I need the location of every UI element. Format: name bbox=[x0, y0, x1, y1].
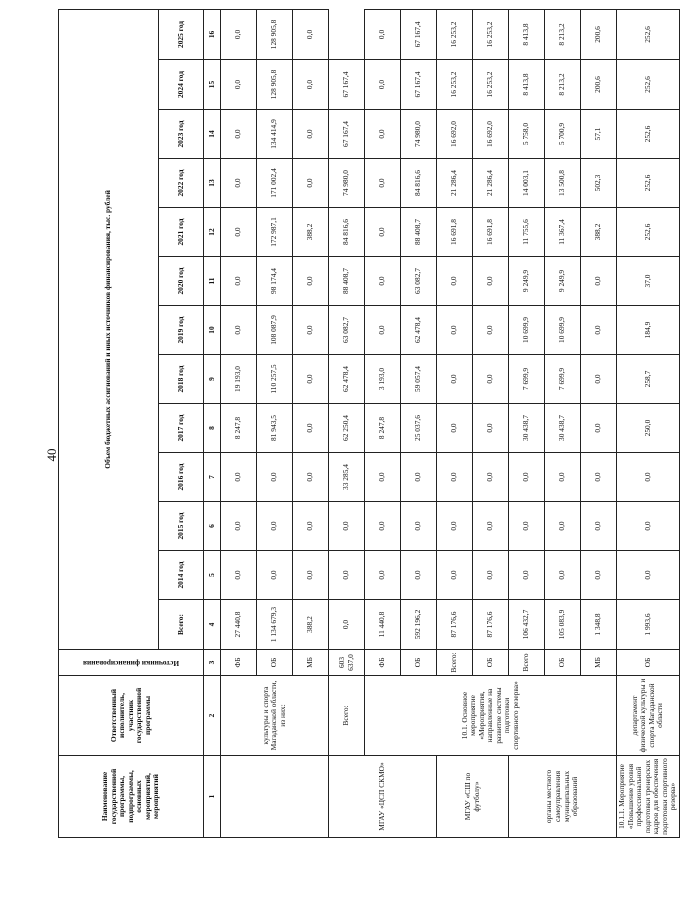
row-total: 11 440,8 bbox=[365, 600, 401, 650]
row-total: 603 637,0 bbox=[329, 650, 365, 676]
row-value: 67 167,4 bbox=[401, 9, 437, 59]
row-name bbox=[221, 756, 329, 838]
row-value: 37,0 bbox=[617, 257, 680, 306]
row-value: 250,0 bbox=[617, 404, 680, 453]
row-value: 67 167,4 bbox=[329, 110, 365, 159]
row-value: 98 174,4 bbox=[257, 257, 293, 306]
row-value: 200,6 bbox=[581, 9, 617, 59]
row-total: 106 432,7 bbox=[509, 600, 545, 650]
row-value: 0,0 bbox=[473, 502, 509, 551]
row-value: 0,0 bbox=[509, 453, 545, 502]
row-value: 0,0 bbox=[617, 453, 680, 502]
column-number: 16 bbox=[204, 9, 221, 59]
row-value: 8 213,2 bbox=[545, 60, 581, 110]
row-total: 87 176,6 bbox=[473, 600, 509, 650]
row-value: 0,0 bbox=[581, 355, 617, 404]
row-executor: культуры и спорта Магаданской области, из них: bbox=[221, 676, 329, 756]
row-value: 0,0 bbox=[437, 404, 473, 453]
column-number: 2 bbox=[204, 676, 221, 756]
row-total: 27 440,8 bbox=[221, 600, 257, 650]
row-value: 62 478,4 bbox=[401, 306, 437, 355]
header-year: 2023 год bbox=[159, 110, 204, 159]
row-source: ОБ bbox=[401, 650, 437, 676]
row-value: 62 250,4 bbox=[329, 404, 365, 453]
row-value: 16 253,2 bbox=[437, 9, 473, 59]
column-number: 12 bbox=[204, 208, 221, 257]
column-number: 6 bbox=[204, 502, 221, 551]
row-source: ОБ bbox=[617, 650, 680, 676]
row-value: 128 905,8 bbox=[257, 9, 293, 59]
row-value: 0,0 bbox=[257, 551, 293, 600]
row-value: 0,0 bbox=[221, 208, 257, 257]
row-value: 3 193,0 bbox=[365, 355, 401, 404]
column-number: 11 bbox=[204, 257, 221, 306]
row-value: 74 980,0 bbox=[329, 159, 365, 208]
row-value: 8 247,8 bbox=[365, 404, 401, 453]
header-executor: Ответственный исполнитель, участник государственной программы bbox=[59, 676, 204, 756]
row-value: 0,0 bbox=[329, 551, 365, 600]
row-value: 0,0 bbox=[221, 9, 257, 59]
row-value: 0,0 bbox=[437, 257, 473, 306]
row-value: 16 691,8 bbox=[437, 208, 473, 257]
header-year: 2022 год bbox=[159, 159, 204, 208]
row-value: 0,0 bbox=[221, 453, 257, 502]
row-value: 81 943,5 bbox=[257, 404, 293, 453]
row-value: 0,0 bbox=[437, 355, 473, 404]
table-row bbox=[329, 9, 365, 837]
row-value: 388,2 bbox=[293, 208, 329, 257]
row-total: 1 993,6 bbox=[617, 600, 680, 650]
column-number: 3 bbox=[204, 650, 221, 676]
row-value: 0,0 bbox=[293, 159, 329, 208]
row-value: 0,0 bbox=[257, 502, 293, 551]
row-value: 84 816,6 bbox=[401, 159, 437, 208]
row-value: 21 286,4 bbox=[473, 159, 509, 208]
row-total: 388,2 bbox=[293, 600, 329, 650]
row-value: 108 087,9 bbox=[257, 306, 293, 355]
row-value: 0,0 bbox=[365, 257, 401, 306]
header-name: Наименование государственной программы, подпрограммы, основных мероприятий, мероприятий bbox=[59, 756, 204, 838]
row-value: 252,6 bbox=[617, 60, 680, 110]
header-year: 2015 год bbox=[159, 502, 204, 551]
row-value: 30 438,7 bbox=[509, 404, 545, 453]
row-value: 74 980,0 bbox=[401, 110, 437, 159]
row-value: 0,0 bbox=[473, 551, 509, 600]
row-value: 252,6 bbox=[617, 159, 680, 208]
row-value: 0,0 bbox=[581, 453, 617, 502]
row-value: 0,0 bbox=[617, 502, 680, 551]
row-value: 7 699,9 bbox=[509, 355, 545, 404]
row-value: 0,0 bbox=[329, 600, 365, 650]
row-source: ОБ bbox=[257, 650, 293, 676]
column-number: 14 bbox=[204, 110, 221, 159]
row-source: Всего bbox=[509, 650, 545, 676]
row-value: 0,0 bbox=[365, 60, 401, 110]
header-year: 2021 год bbox=[159, 208, 204, 257]
row-value: 0,0 bbox=[293, 60, 329, 110]
row-value: 0,0 bbox=[401, 551, 437, 600]
row-total: 1 134 679,3 bbox=[257, 600, 293, 650]
row-value: 10 699,9 bbox=[509, 306, 545, 355]
row-value: 0,0 bbox=[221, 60, 257, 110]
row-source: ФБ bbox=[365, 650, 401, 676]
row-value: 8 247,8 bbox=[221, 404, 257, 453]
column-number: 4 bbox=[204, 600, 221, 650]
row-value: 252,6 bbox=[617, 110, 680, 159]
row-value: 57,1 bbox=[581, 110, 617, 159]
row-value: 14 003,1 bbox=[509, 159, 545, 208]
row-value: 0,0 bbox=[437, 551, 473, 600]
table-row bbox=[617, 9, 680, 837]
row-executor: департамент физической культуры и спорта Магаданской области bbox=[617, 676, 680, 756]
financing-table-wrapper bbox=[58, 10, 678, 838]
header-year: 2014 год bbox=[159, 551, 204, 600]
table-row bbox=[221, 9, 257, 837]
row-value: 8 213,2 bbox=[545, 9, 581, 59]
column-numbers-row bbox=[204, 9, 221, 837]
column-number: 1 bbox=[204, 756, 221, 838]
row-value: 62 478,4 bbox=[329, 355, 365, 404]
row-value: 67 167,4 bbox=[401, 60, 437, 110]
row-source: Всего: bbox=[329, 676, 365, 756]
row-value: 0,0 bbox=[401, 502, 437, 551]
row-value: 88 408,7 bbox=[401, 208, 437, 257]
row-source: ФБ bbox=[221, 650, 257, 676]
row-value: 0,0 bbox=[293, 355, 329, 404]
row-value: 0,0 bbox=[617, 551, 680, 600]
row-value: 0,0 bbox=[365, 110, 401, 159]
row-value: 0,0 bbox=[293, 110, 329, 159]
row-executor: МГАУ «СШ по футболу» bbox=[437, 756, 509, 838]
row-value: 0,0 bbox=[581, 306, 617, 355]
row-value: 0,0 bbox=[365, 159, 401, 208]
row-total: 87 176,6 bbox=[437, 600, 473, 650]
row-executor: МГАУ «ЦСП СКМО» bbox=[329, 756, 437, 838]
row-value: 0,0 bbox=[473, 257, 509, 306]
row-value: 9 249,9 bbox=[509, 257, 545, 306]
row-value: 0,0 bbox=[581, 502, 617, 551]
row-value: 0,0 bbox=[509, 502, 545, 551]
header-year: 2018 год bbox=[159, 355, 204, 404]
row-value: 10 699,9 bbox=[545, 306, 581, 355]
row-value: 0,0 bbox=[221, 159, 257, 208]
row-value: 0,0 bbox=[293, 551, 329, 600]
row-value: 16 692,0 bbox=[473, 110, 509, 159]
row-value: 0,0 bbox=[365, 453, 401, 502]
row-value: 25 037,6 bbox=[401, 404, 437, 453]
row-value: 7 699,9 bbox=[545, 355, 581, 404]
row-source: МБ bbox=[581, 650, 617, 676]
column-number: 8 bbox=[204, 404, 221, 453]
row-value: 200,6 bbox=[581, 60, 617, 110]
row-source: МБ bbox=[293, 650, 329, 676]
row-value: 0,0 bbox=[329, 502, 365, 551]
row-value: 0,0 bbox=[293, 502, 329, 551]
row-value: 16 253,2 bbox=[473, 60, 509, 110]
row-value: 0,0 bbox=[293, 9, 329, 59]
row-value: 59 057,4 bbox=[401, 355, 437, 404]
header-year: 2024 год bbox=[159, 60, 204, 110]
row-value: 134 414,9 bbox=[257, 110, 293, 159]
row-value: 11 755,6 bbox=[509, 208, 545, 257]
row-value: 110 257,5 bbox=[257, 355, 293, 404]
page-number: 40 bbox=[44, 448, 59, 462]
row-value: 0,0 bbox=[221, 551, 257, 600]
row-value: 8 413,8 bbox=[509, 60, 545, 110]
row-value: 84 816,6 bbox=[329, 208, 365, 257]
header-funding: Объем бюджетных ассигнований и иных источников финансирования, тыс. рублей bbox=[59, 9, 159, 649]
row-value: 16 253,2 bbox=[473, 9, 509, 59]
row-value: 0,0 bbox=[257, 453, 293, 502]
row-value: 502,3 bbox=[581, 159, 617, 208]
row-source: Всего: bbox=[437, 650, 473, 676]
column-number: 10 bbox=[204, 306, 221, 355]
row-value: 0,0 bbox=[221, 110, 257, 159]
row-value: 0,0 bbox=[437, 306, 473, 355]
row-value: 0,0 bbox=[221, 502, 257, 551]
row-value: 0,0 bbox=[545, 453, 581, 502]
row-value: 63 082,7 bbox=[401, 257, 437, 306]
header-year: 2025 год bbox=[159, 9, 204, 59]
row-value: 0,0 bbox=[509, 551, 545, 600]
row-value: 184,9 bbox=[617, 306, 680, 355]
table-body bbox=[221, 9, 680, 837]
column-number: 9 bbox=[204, 355, 221, 404]
header-year: 2016 год bbox=[159, 453, 204, 502]
row-value: 11 367,4 bbox=[545, 208, 581, 257]
row-value: 30 438,7 bbox=[545, 404, 581, 453]
row-value: 0,0 bbox=[581, 257, 617, 306]
row-value: 0,0 bbox=[365, 551, 401, 600]
row-value: 0,0 bbox=[437, 453, 473, 502]
header-year: 2020 год bbox=[159, 257, 204, 306]
row-value: 0,0 bbox=[365, 502, 401, 551]
row-value: 0,0 bbox=[401, 453, 437, 502]
row-value: 0,0 bbox=[545, 502, 581, 551]
row-value: 5 700,9 bbox=[545, 110, 581, 159]
header-source bbox=[59, 650, 204, 676]
column-number: 7 bbox=[204, 453, 221, 502]
row-value: 0,0 bbox=[473, 404, 509, 453]
row-value: 0,0 bbox=[473, 306, 509, 355]
row-value: 171 002,4 bbox=[257, 159, 293, 208]
row-value: 0,0 bbox=[365, 306, 401, 355]
header-year: 2019 год bbox=[159, 306, 204, 355]
row-value: 0,0 bbox=[221, 257, 257, 306]
row-value: 0,0 bbox=[221, 306, 257, 355]
column-number: 13 bbox=[204, 159, 221, 208]
row-value: 0,0 bbox=[293, 306, 329, 355]
row-value: 128 905,8 bbox=[257, 60, 293, 110]
row-value: 9 249,9 bbox=[545, 257, 581, 306]
header-source-text: Источники финансирования bbox=[82, 658, 180, 668]
row-value: 8 413,8 bbox=[509, 9, 545, 59]
row-value: 63 082,7 bbox=[329, 306, 365, 355]
row-value: 0,0 bbox=[293, 257, 329, 306]
row-value: 0,0 bbox=[365, 9, 401, 59]
row-source: ОБ bbox=[545, 650, 581, 676]
column-number: 15 bbox=[204, 60, 221, 110]
row-value: 0,0 bbox=[545, 551, 581, 600]
row-value: 0,0 bbox=[365, 208, 401, 257]
row-value: 16 253,2 bbox=[437, 60, 473, 110]
row-value: 0,0 bbox=[293, 404, 329, 453]
row-value: 0,0 bbox=[581, 551, 617, 600]
table-header bbox=[59, 9, 221, 837]
row-value: 33 285,4 bbox=[329, 453, 365, 502]
row-value: 252,6 bbox=[617, 9, 680, 59]
row-value: 88 408,7 bbox=[329, 257, 365, 306]
row-value: 388,2 bbox=[581, 208, 617, 257]
header-year: 2017 год bbox=[159, 404, 204, 453]
row-value: 0,0 bbox=[293, 453, 329, 502]
column-number: 5 bbox=[204, 551, 221, 600]
row-value: 0,0 bbox=[473, 453, 509, 502]
table-row bbox=[365, 9, 401, 837]
row-name: 10.1.1. Мероприятие «Повышение уровня профессиональной подготовки тренерских кадров для обеспечения подготовки спортивного резерва» bbox=[617, 756, 680, 838]
row-value: 172 987,1 bbox=[257, 208, 293, 257]
row-total: 105 083,9 bbox=[545, 600, 581, 650]
row-value: 16 692,0 bbox=[437, 110, 473, 159]
row-total: 592 196,2 bbox=[401, 600, 437, 650]
row-value: 258,7 bbox=[617, 355, 680, 404]
row-source: ОБ bbox=[473, 650, 509, 676]
row-value: 67 167,4 bbox=[329, 60, 365, 110]
row-total: 1 348,8 bbox=[581, 600, 617, 650]
row-value: 21 286,4 bbox=[437, 159, 473, 208]
financing-table bbox=[58, 9, 680, 838]
row-value: 0,0 bbox=[473, 355, 509, 404]
row-value: 252,6 bbox=[617, 208, 680, 257]
row-value: 19 193,0 bbox=[221, 355, 257, 404]
row-value: 13 500,8 bbox=[545, 159, 581, 208]
row-value: 0,0 bbox=[437, 502, 473, 551]
header-total: Всего: bbox=[159, 600, 204, 650]
row-name: 10.1. Основное мероприятие «Мероприятия, направленные на развитие системы подготовки спортивного резерва» bbox=[365, 676, 617, 756]
row-value: 5 758,0 bbox=[509, 110, 545, 159]
row-executor: органы местного самоуправления муниципальных образований bbox=[509, 756, 617, 838]
row-value: 0,0 bbox=[581, 404, 617, 453]
row-value: 16 691,8 bbox=[473, 208, 509, 257]
